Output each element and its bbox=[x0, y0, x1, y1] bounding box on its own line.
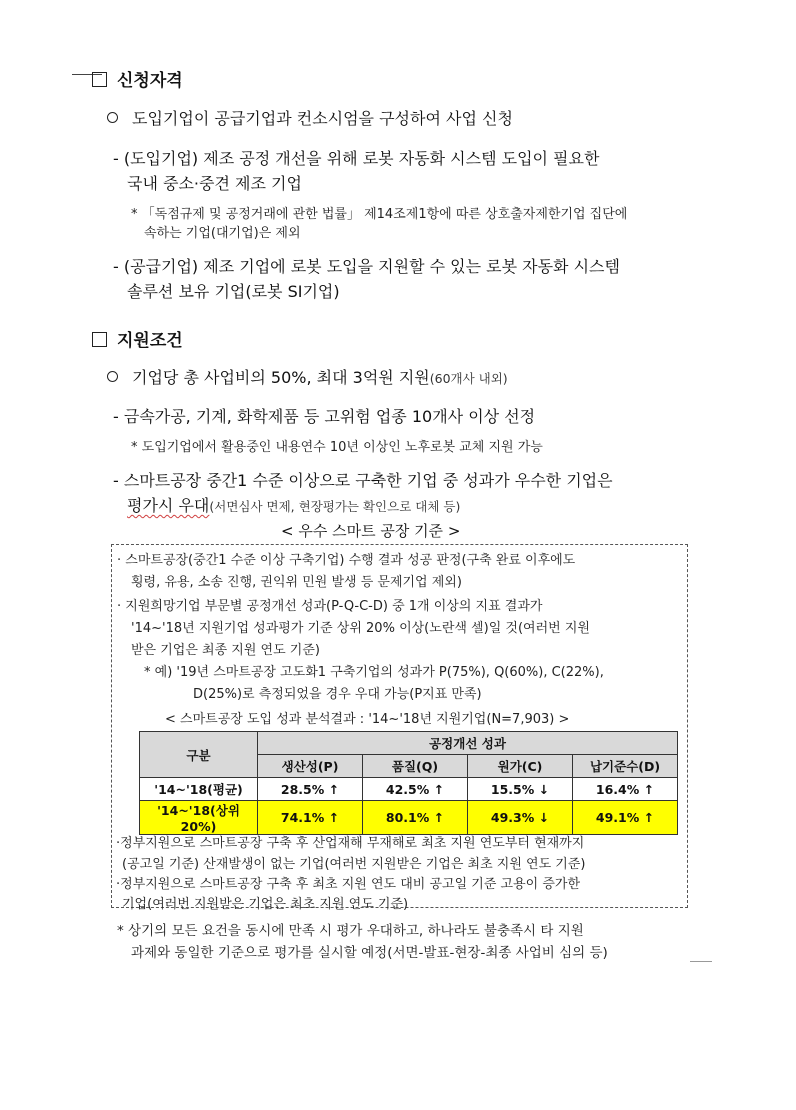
checkbox-square-icon bbox=[92, 332, 107, 347]
performance-table bbox=[139, 731, 678, 835]
bottom-rule bbox=[690, 961, 712, 962]
adopter-definition: - (도입기업) 제조 공정 개선을 위해 로봇 자동화 시스템 도입이 필요한 bbox=[113, 149, 600, 168]
exclusion-note: * 「독점규제 및 공정거래에 관한 법률」 제14조제1항에 따른 상호출자제한기업 집단에 bbox=[131, 207, 628, 222]
supplier-definition-cont: 솔루션 보유 기업(로봇 SI기업) bbox=[127, 282, 340, 301]
criterion-4-cont: 기업(여러번 지원받은 기업은 최초 지원 연도 기준) bbox=[122, 897, 409, 912]
table-cell: 74.1% ↑ bbox=[258, 801, 363, 835]
row-label: '14~'18(평균) bbox=[140, 778, 258, 801]
table-col-header: 납기준수(D) bbox=[573, 755, 678, 778]
section-title-text: 지원조건 bbox=[117, 331, 183, 351]
eligibility-bullet bbox=[107, 106, 513, 129]
table-cell: 16.4% ↑ bbox=[573, 778, 678, 801]
criterion-3-cont: (공고일 기준) 산재발생이 없는 기업(여러번 지원받은 기업은 최초 지원 연도 기준) bbox=[122, 857, 586, 872]
bullet-note: (60개사 내외) bbox=[429, 371, 508, 386]
robot-replacement-note: * 도입기업에서 활용중인 내용연수 10년 이상인 노후로봇 교체 지원 가능 bbox=[131, 440, 543, 455]
table-cell: 49.3% ↓ bbox=[468, 801, 573, 835]
criteria-title: < 우수 스마트 공장 기준 > bbox=[281, 522, 461, 540]
footer-note-cont: 과제와 동일한 기준으로 평가를 실시할 예정(서면-발표-현장-최종 사업비 심의 등) bbox=[131, 945, 608, 961]
section-title-eligibility bbox=[92, 66, 183, 91]
checkbox-square-icon bbox=[92, 72, 107, 87]
table-col-header: 품질(Q) bbox=[363, 755, 468, 778]
criterion-3: ·정부지원으로 스마트공장 구축 후 산업재해 무재해로 최초 지원 연도부터 현재까지 bbox=[116, 836, 585, 851]
section-title-support bbox=[92, 326, 183, 351]
section-title-text: 신청자격 bbox=[117, 71, 183, 91]
table-header-span: 공정개선 성과 bbox=[258, 732, 678, 755]
criterion-1: · 스마트공장(중간1 수준 이상 구축기업) 수행 결과 성공 판정(구축 완료 이후에도 bbox=[117, 553, 576, 568]
adopter-definition-cont: 국내 중소·중견 제조 기업 bbox=[127, 174, 302, 193]
eval-text: 평가시 우대 bbox=[127, 496, 210, 515]
circle-bullet-icon bbox=[107, 371, 118, 382]
criterion-2-cont2: 받은 기업은 최종 지원 연도 기준) bbox=[131, 643, 320, 658]
criterion-example-cont: D(25%)로 측정되었을 경우 우대 가능(P지표 만족) bbox=[193, 687, 482, 702]
exclusion-note-cont: 속하는 기업(대기업)은 제외 bbox=[144, 226, 301, 241]
table-row bbox=[140, 801, 678, 835]
footer-note: * 상기의 모든 요건을 동시에 만족 시 평가 우대하고, 하나라도 불충족시 타 지원 bbox=[117, 923, 584, 939]
table-cell: 49.1% ↑ bbox=[573, 801, 678, 835]
table-title: < 스마트공장 도입 성과 분석결과 : '14~'18년 지원기업(N=7,903) > bbox=[165, 712, 570, 727]
eval-note: (서면심사 면제, 현장평가는 확인으로 대체 등) bbox=[209, 499, 461, 514]
table-col-header: 생산성(P) bbox=[258, 755, 363, 778]
table-cell: 15.5% ↓ bbox=[468, 778, 573, 801]
preferred-evaluation-cont bbox=[127, 493, 460, 516]
table-cell: 42.5% ↑ bbox=[363, 778, 468, 801]
criterion-1-cont: 횡령, 유용, 소송 진행, 권익위 민원 발생 등 문제기업 제외) bbox=[131, 575, 462, 590]
table-col-header: 원가(C) bbox=[468, 755, 573, 778]
circle-bullet-icon bbox=[107, 112, 118, 123]
criterion-example: * 예) '19년 스마트공장 고도화1 구축기업의 성과가 P(75%), Q(60%), C(22%), bbox=[144, 665, 604, 680]
support-bullet bbox=[107, 365, 508, 388]
bullet-text: 도입기업이 공급기업과 컨소시엄을 구성하여 사업 신청 bbox=[132, 109, 513, 128]
high-risk-industries: - 금속가공, 기계, 화학제품 등 고위험 업종 10개사 이상 선정 bbox=[113, 407, 536, 426]
table-header-group: 구분 bbox=[140, 732, 258, 778]
row-label: '14~'18(상위 20%) bbox=[140, 801, 258, 835]
preferred-evaluation: - 스마트공장 중간1 수준 이상으로 구축한 기업 중 성과가 우수한 기업은 bbox=[113, 471, 613, 490]
criterion-2-cont: '14~'18년 지원기업 성과평가 기준 상위 20% 이상(노란색 셀)일 것(여러번 지원 bbox=[131, 621, 590, 636]
criterion-2: · 지원희망기업 부문별 공정개선 성과(P-Q-C-D) 중 1개 이상의 지표 결과가 bbox=[117, 599, 543, 614]
table-cell: 28.5% ↑ bbox=[258, 778, 363, 801]
bullet-text: 기업당 총 사업비의 50%, 최대 3억원 지원 bbox=[132, 368, 430, 387]
table-row bbox=[140, 778, 678, 801]
criterion-4: ·정부지원으로 스마트공장 구축 후 최초 지원 연도 대비 공고일 기준 고용이 증가한 bbox=[116, 877, 581, 892]
supplier-definition: - (공급기업) 제조 기업에 로봇 도입을 지원할 수 있는 로봇 자동화 시스템 bbox=[113, 257, 620, 276]
table-cell: 80.1% ↑ bbox=[363, 801, 468, 835]
